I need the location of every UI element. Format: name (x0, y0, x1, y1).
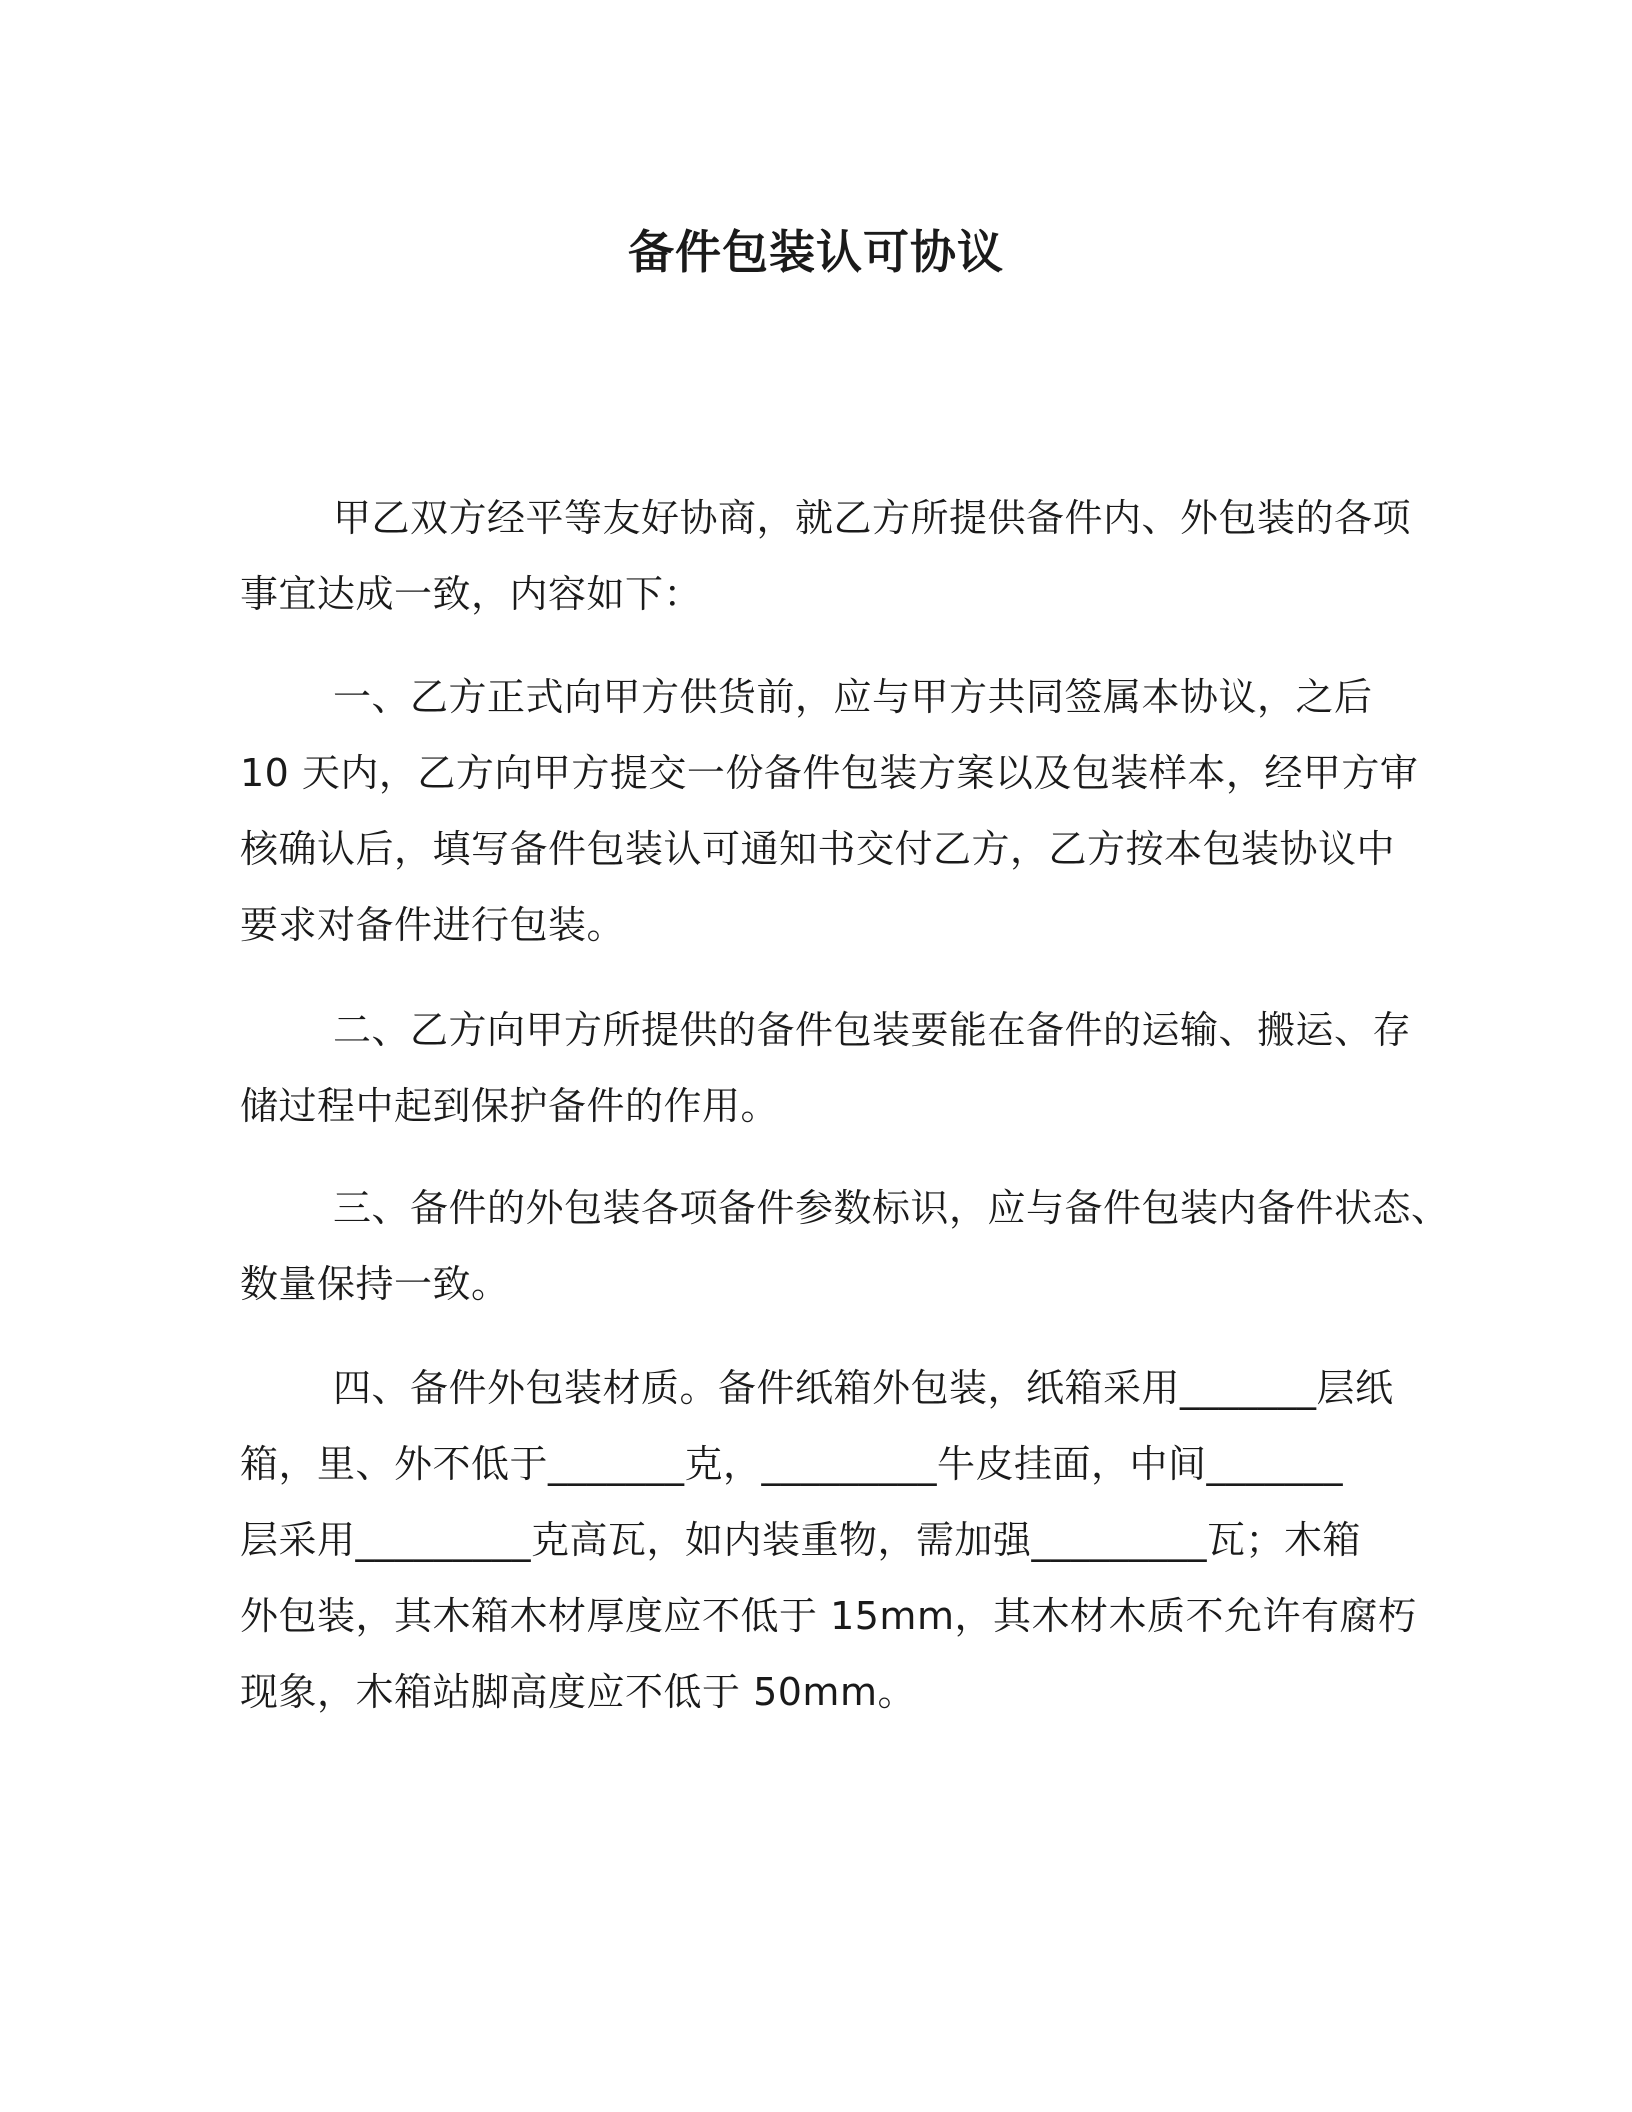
clause-3-line-2: 数量保持一致。 (240, 1262, 510, 1306)
clause-1-line-4: 要求对备件进行包装。 (240, 903, 626, 947)
document-title: 备件包装认可协议 (628, 225, 1004, 279)
clause-4-line-3: 层采用_________克高瓦，如内装重物，需加强_________瓦；木箱 (240, 1518, 1362, 1562)
clause-3-line-1: 三、备件的外包装各项备件参数标识，应与备件包装内备件状态、 (333, 1186, 1450, 1230)
intro-line-2: 事宜达成一致，内容如下： (240, 572, 703, 616)
clause-4-line-5: 现象，木箱站脚高度应不低于 50mm。 (240, 1670, 916, 1714)
intro-line-1: 甲乙双方经平等友好协商，就乙方所提供备件内、外包装的各项 (333, 496, 1412, 540)
clause-1-line-2: 10 天内，乙方向甲方提交一份备件包装方案以及包装样本，经甲方审 (240, 751, 1419, 795)
clause-4-line-2: 箱，里、外不低于_______克，_________牛皮挂面，中间_______ (240, 1442, 1344, 1486)
clause-4-line-1: 四、备件外包装材质。备件纸箱外包装，纸箱采用_______层纸 (333, 1366, 1394, 1410)
clause-2-line-2: 储过程中起到保护备件的作用。 (240, 1084, 780, 1128)
clause-2-line-1: 二、乙方向甲方所提供的备件包装要能在备件的运输、搬运、存 (333, 1008, 1412, 1052)
clause-1-line-3: 核确认后，填写备件包装认可通知书交付乙方，乙方按本包装协议中 (240, 827, 1396, 871)
clause-4-line-4: 外包装，其木箱木材厚度应不低于 15mm，其木材木质不允许有腐朽 (240, 1594, 1417, 1638)
clause-1-line-1: 一、乙方正式向甲方供货前，应与甲方共同签属本协议，之后 (333, 675, 1373, 719)
